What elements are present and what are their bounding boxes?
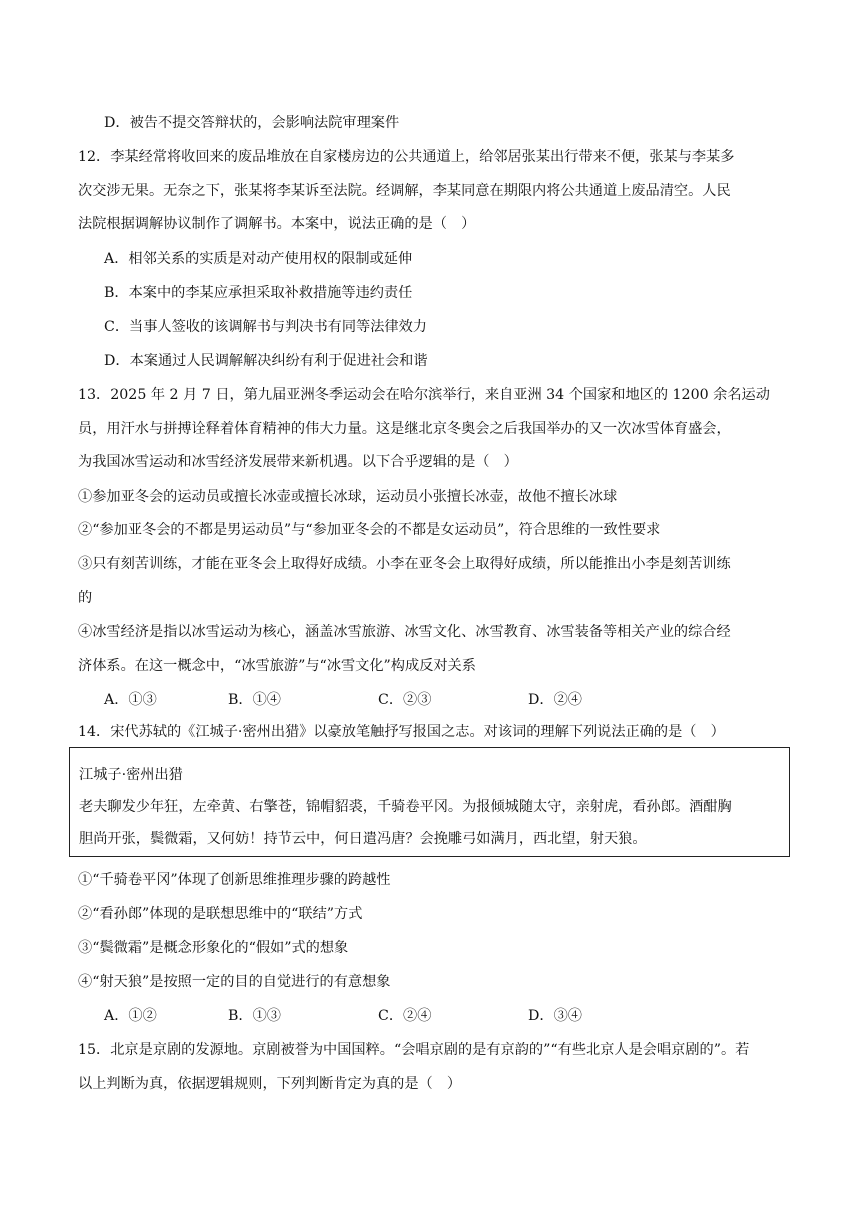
q12-option-a: A．相邻关系的实质是对动产使用权的限制或延伸 bbox=[104, 251, 413, 267]
q14-stem: 14．宋代苏轼的《江城子·密州出猎》以豪放笔触抒写报国之志。对该词的理解下列说法正确的是（ ） bbox=[78, 724, 725, 740]
q14-item-1: ①“千骑卷平冈”体现了创新思维推理步骤的跨越性 bbox=[78, 872, 391, 888]
q14-choice-a: A．①② bbox=[104, 1008, 157, 1024]
poem-line-1: 老夫聊发少年狂，左牵黄、右擎苍，锦帽貂裘，千骑卷平冈。为报倾城随太守，亲射虎，看孙郎。酒酣胸 bbox=[79, 799, 732, 815]
poem-line-2: 胆尚开张，鬓微霜，又何妨！持节云中，何日遣冯唐？会挽雕弓如满月，西北望，射天狼。 bbox=[79, 831, 647, 847]
q14-choice-d: D．③④ bbox=[528, 1008, 582, 1024]
q14-item-2: ②“看孙郎”体现的是联想思维中的“联结”方式 bbox=[78, 906, 363, 922]
q15-stem-line-1: 15．北京是京剧的发源地。京剧被誉为中国国粹。“会唱京剧的是有京韵的”“有些北京人是会唱京剧的”。若 bbox=[78, 1042, 750, 1058]
q14-choice-c: C．②④ bbox=[378, 1008, 432, 1024]
q12-option-c: C．当事人签收的该调解书与判决书有同等法律效力 bbox=[104, 319, 427, 335]
q13-stem-line-3: 为我国冰雪运动和冰雪经济发展带来新机遇。以下合乎逻辑的是（ ） bbox=[78, 454, 518, 470]
q13-choice-b: B．①④ bbox=[228, 692, 281, 708]
poem-title: 江城子·密州出猎 bbox=[79, 767, 183, 783]
q14-item-4: ④“射天狼”是按照一定的目的自觉进行的有意想象 bbox=[78, 974, 391, 990]
q11-option-d: D．被告不提交答辩状的，会影响法院审理案件 bbox=[104, 115, 400, 131]
q15-stem-line-2: 以上判断为真，依据逻辑规则，下列判断肯定为真的是（ ） bbox=[78, 1076, 462, 1092]
q13-choice-a: A．①③ bbox=[104, 692, 157, 708]
q13-item-3-cont: 的 bbox=[78, 590, 93, 606]
q13-item-4: ④冰雪经济是指以冰雪运动为核心，涵盖冰雪旅游、冰雪文化、冰雪教育、冰雪装备等相关产业的综合经 bbox=[78, 624, 731, 640]
q13-item-2: ②“参加亚冬会的不都是男运动员”与“参加亚冬会的不都是女运动员”，符合思维的一致性要求 bbox=[78, 522, 661, 538]
q12-stem-line-3: 法院根据调解协议制作了调解书。本案中，说法正确的是（ ） bbox=[78, 216, 476, 232]
q13-item-4-cont: 济体系。在这一概念中，“冰雪旅游”与“冰雪文化”构成反对关系 bbox=[78, 658, 476, 674]
q12-option-b: B．本案中的李某应承担采取补救措施等违约责任 bbox=[104, 285, 413, 301]
q12-stem-line-2: 次交涉无果。无奈之下，张某将李某诉至法院。经调解，李某同意在期限内将公共通道上废品清空。人民 bbox=[78, 183, 731, 199]
q13-choice-d: D．②④ bbox=[528, 692, 582, 708]
q13-choice-c: C．②③ bbox=[378, 692, 432, 708]
q12-option-d: D．本案通过人民调解解决纠纷有利于促进社会和谐 bbox=[104, 353, 428, 369]
q13-item-1: ①参加亚冬会的运动员或擅长冰壶或擅长冰球，运动员小张擅长冰壶，故他不擅长冰球 bbox=[78, 489, 618, 505]
q14-choices bbox=[104, 1005, 582, 1025]
q14-item-3: ③“鬓微霜”是概念形象化的“假如”式的想象 bbox=[78, 940, 349, 956]
q13-choices bbox=[104, 689, 582, 709]
q14-choice-b: B．①③ bbox=[228, 1008, 281, 1024]
q13-stem-line-1: 13．2025 年 2 月 7 日，第九届亚洲冬季运动会在哈尔滨举行，来自亚洲 34 个国家和地区的 1200 余名运动 bbox=[78, 387, 770, 403]
q13-stem-line-2: 员，用汗水与拼搏诠释着体育精神的伟大力量。这是继北京冬奥会之后我国举办的又一次冰雪体育盛会， bbox=[78, 421, 731, 437]
q13-item-3: ③只有刻苦训练，才能在亚冬会上取得好成绩。小李在亚冬会上取得好成绩，所以能推出小李是刻苦训练 bbox=[78, 556, 731, 572]
q12-stem-line-1: 12．李某经常将收回来的废品堆放在自家楼房边的公共通道上，给邻居张某出行带来不便，张某与李某多 bbox=[78, 149, 735, 165]
poem-box bbox=[69, 747, 790, 857]
